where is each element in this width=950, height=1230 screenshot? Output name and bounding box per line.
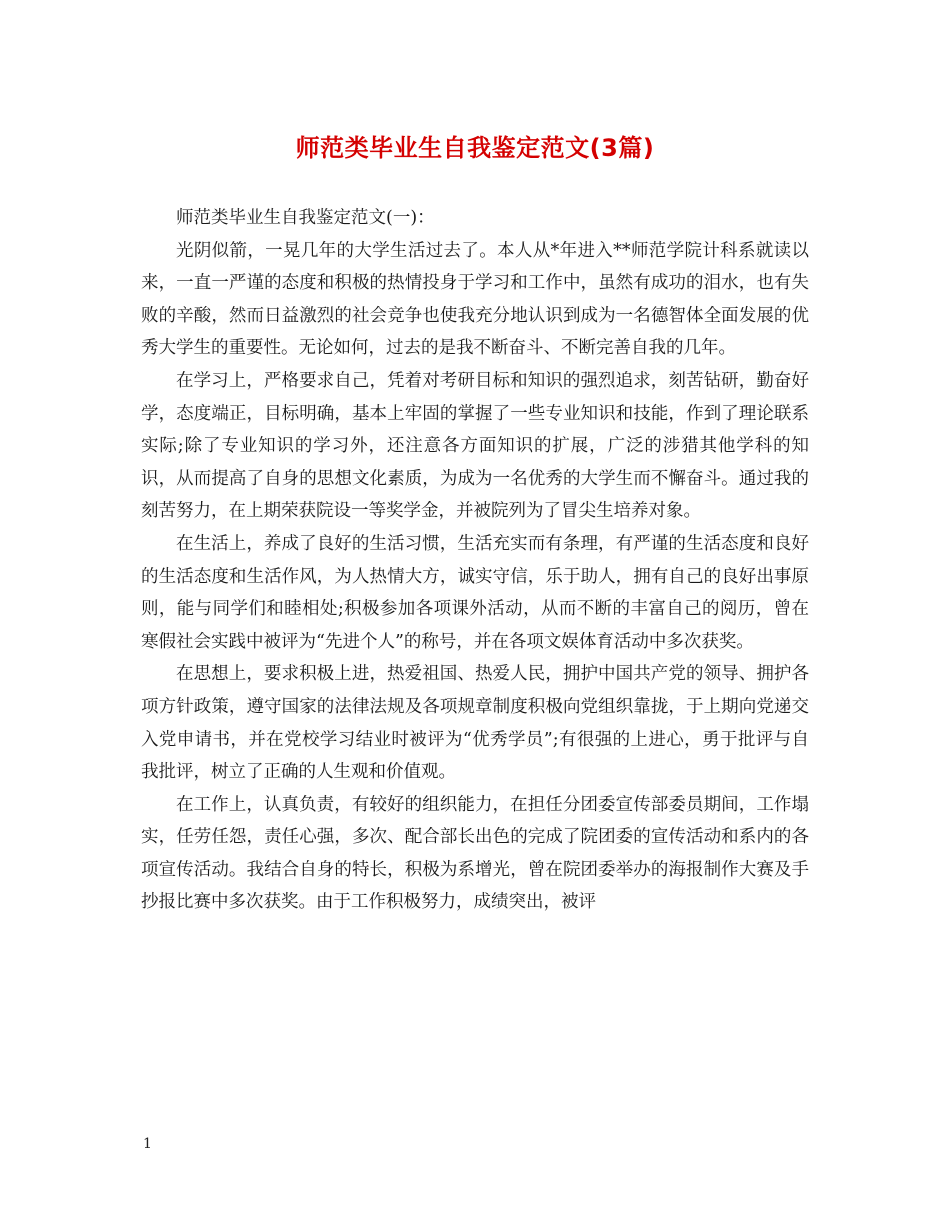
document-title: 师范类毕业生自我鉴定范文(3篇) [295, 134, 655, 162]
ideology-paragraph: 在思想上，要求积极上进，热爱祖国、热爱人民，拥护中国共产党的领导、拥护各项方针政策，遵守国家的法律法规及各项规章制度积极向党组织靠拢，于上期向党递交入党申请书，并在党校学习结业时被评为“优秀学员”;有很强的上进心，勇于批评与自我批评，树立了正确的人生观和价值观。 [141, 664, 809, 783]
page-number: 1 [143, 1136, 152, 1152]
life-paragraph: 在生活上，养成了良好的生活习惯，生活充实而有条理，有严谨的生活态度和良好的生活态度和生活作风，为人热情大方，诚实守信，乐于助人，拥有自己的良好出事原则，能与同学们和睦相处;积极参加各项课外活动，从而不断的丰富自己的阅历，曾在寒假社会实践中被评为“先进个人”的称号，并在各项文娱体育活动中多次获奖。 [141, 533, 809, 652]
overview-paragraph: 光阴似箭，一晃几年的大学生活过去了。本人从*年进入**师范学院计科系就读以来，一直一严谨的态度和积极的热情投身于学习和工作中，虽然有成功的泪水，也有失败的辛酸，然而日益激烈的社会竞争也使我充分地认识到成为一名德智体全面发展的优秀大学生的重要性。无论如何，过去的是我不断奋斗、不断完善自我的几年。 [141, 240, 809, 359]
document-body [141, 202, 809, 919]
study-paragraph: 在学习上，严格要求自己，凭着对考研目标和知识的强烈追求，刻苦钻研，勤奋好学，态度端正，目标明确，基本上牢固的掌握了一些专业知识和技能，作到了理论联系实际;除了专业知识的学习外，还注意各方面知识的扩展，广泛的涉猎其他学科的知识，从而提高了自身的思想文化素质，为成为一名优秀的大学生而不懈奋斗。通过我的刻苦努力，在上期荣获院设一等奖学金，并被院列为了冒尖生培养对象。 [141, 370, 809, 522]
work-paragraph: 在工作上，认真负责，有较好的组织能力，在担任分团委宣传部委员期间，工作塌实，任劳任怨，责任心强，多次、配合部长出色的完成了院团委的宣传活动和系内的各项宣传活动。我结合自身的特长，积极为系增光，曾在院团委举办的海报制作大赛及手抄报比赛中多次获奖。由于工作积极努力，成绩突出，被评 [141, 794, 809, 913]
intro-heading-paragraph: 师范类毕业生自我鉴定范文(一)： [176, 208, 435, 228]
